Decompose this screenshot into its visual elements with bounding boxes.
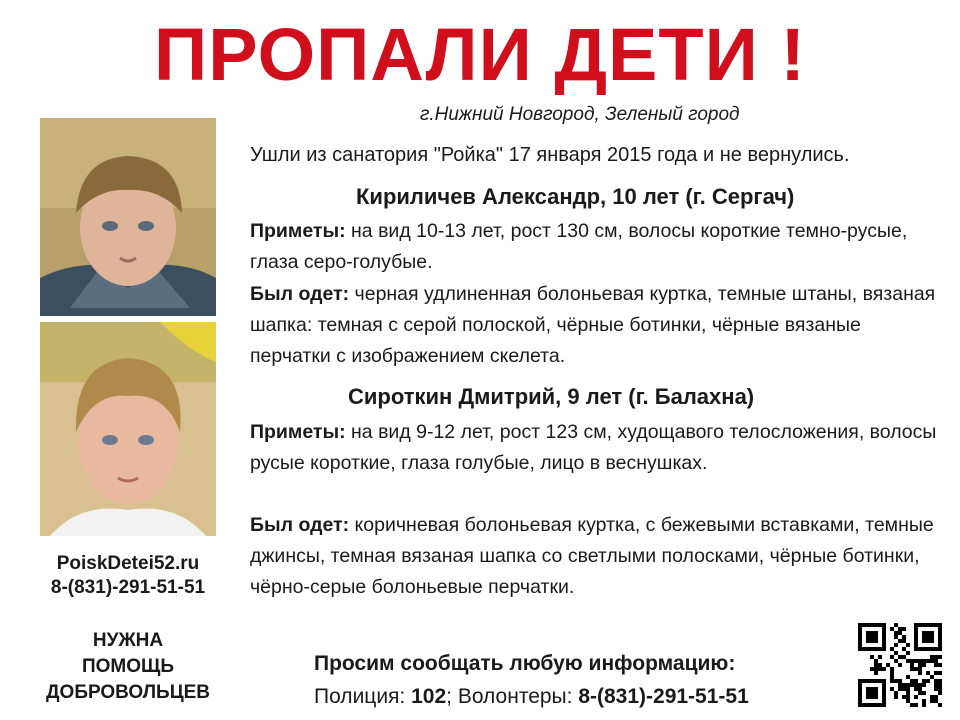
help-line-3: ДОБРОВОЛЬЦЕВ — [46, 682, 210, 703]
qr-code-icon — [858, 623, 942, 707]
clothes-label: Был одет: — [250, 514, 350, 536]
help-line-2: ПОМОЩЬ — [81, 656, 175, 677]
volunteer-call — [20, 628, 236, 706]
qr-code[interactable] — [858, 623, 942, 707]
poster-title: ПРОПАЛИ ДЕТИ ! — [154, 13, 806, 96]
child-1-portrait — [40, 118, 216, 316]
location-text: г.Нижний Новгород, Зеленый город — [420, 104, 740, 125]
summary-text: Ушли из санатория "Ройка" 17 января 2015 года и не вернулись. — [250, 144, 850, 166]
photo-child-2 — [40, 322, 216, 536]
help-line-1: НУЖНА — [92, 630, 164, 651]
signs-label: Приметы: — [250, 421, 346, 443]
website-link[interactable]: PoiskDetei52.ru — [56, 553, 200, 574]
child-2-clothes — [250, 510, 940, 603]
police-number: 102 — [411, 685, 447, 708]
volunteers-number: 8-(831)-291-51-51 — [578, 685, 749, 708]
sidebar-contacts — [20, 552, 236, 600]
child-2-signs — [250, 417, 940, 479]
child-1-clothes — [250, 279, 940, 372]
signs-text: на вид 10-13 лет, рост 130 см, волосы короткие темно-русые, глаза серо-голубые. — [250, 220, 908, 273]
signs-text: на вид 9-12 лет, рост 123 см, худощавого телосложения, волосы русые короткие, глаза голубые, лицо в веснушках. — [250, 421, 937, 474]
police-label: Полиция: — [314, 685, 412, 708]
footer-separator: ; Волонтеры: — [446, 685, 579, 708]
sidebar-phone: 8-(831)-291-51-51 — [50, 577, 206, 598]
signs-label: Приметы: — [250, 220, 346, 242]
photo-child-1 — [40, 118, 216, 316]
child-2-name: Сироткин Дмитрий, 9 лет (г. Балахна) — [348, 384, 755, 409]
footer-contacts — [314, 685, 749, 709]
clothes-text: черная удлиненная болоньевая куртка, темные штаны, вязаная шапка: темная с серой полоской, чёрные ботинки, чёрные вязаные перчатки с изображением скелета. — [250, 283, 936, 367]
child-1-signs — [250, 216, 940, 278]
clothes-label: Был одет: — [250, 283, 350, 305]
footer-request: Просим сообщать любую информацию: — [314, 652, 736, 675]
clothes-text: коричневая болоньевая куртка, с бежевыми вставками, темные джинсы, темная вязаная шапка со светлыми полосками, чёрные ботинки, чёрно-серые болоньевые перчатки. — [250, 514, 934, 598]
child-2-portrait — [40, 322, 216, 536]
child-1-name: Кириличев Александр, 10 лет (г. Сергач) — [356, 184, 795, 209]
